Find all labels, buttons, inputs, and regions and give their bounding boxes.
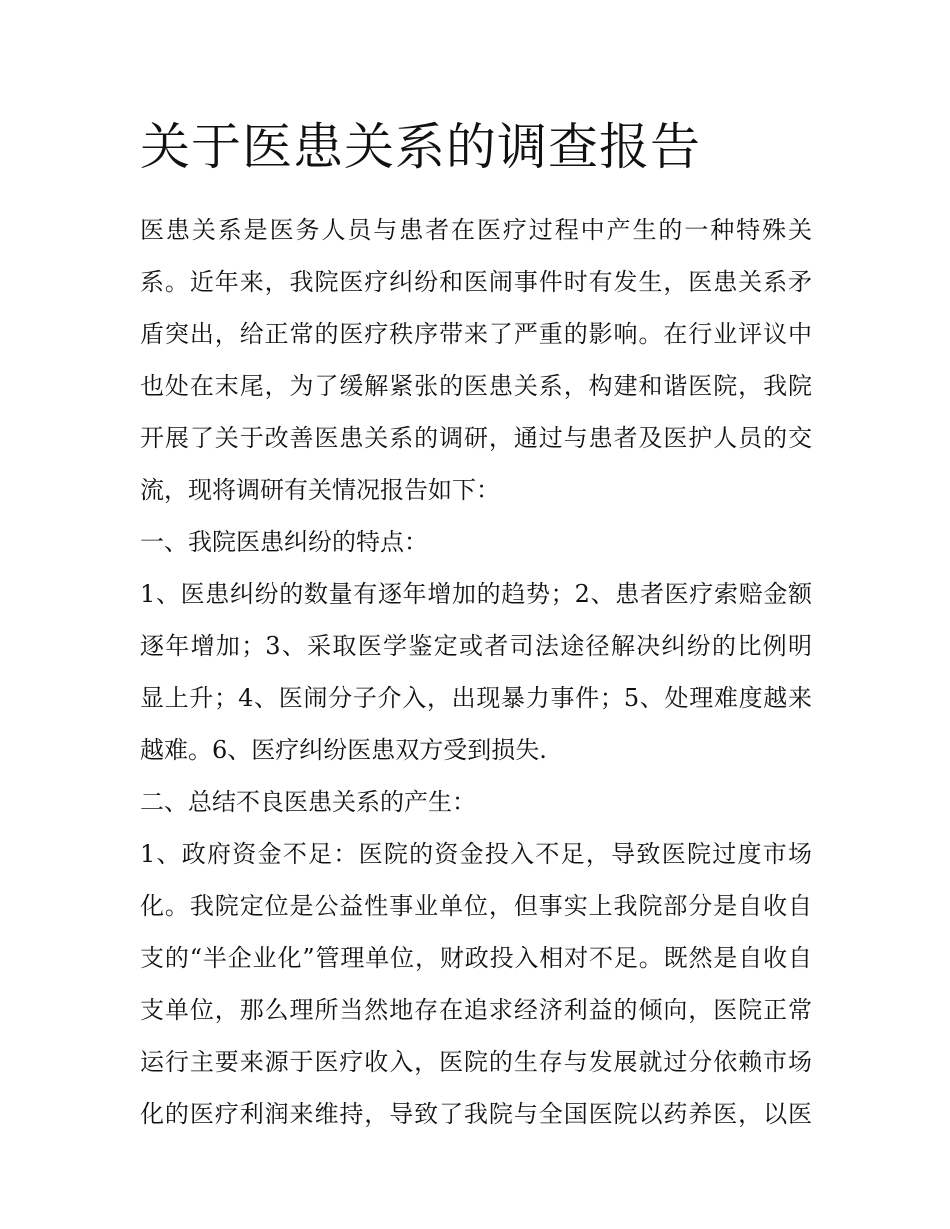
body-text-line: 系。近年来，我院医疗纠纷和医闹事件时有发生，医患关系矛 (140, 268, 812, 296)
body-text-line: 1、政府资金不足：医院的资金投入不足，导致医院过度市场 (140, 840, 812, 868)
body-text-line: 显上升；4、医闹分子介入，出现暴力事件；5、处理难度越来 (140, 684, 812, 712)
body-text-line: 流，现将调研有关情况报告如下： (140, 476, 500, 504)
document-title: 关于医患关系的调查报告 (140, 118, 701, 176)
body-text-line: 也处在末尾，为了缓解紧张的医患关系，构建和谐医院，我院 (140, 372, 812, 400)
document-page (140, 114, 812, 1140)
body-text-line: 开展了关于改善医患关系的调研，通过与患者及医护人员的交 (140, 424, 812, 452)
body-text-line: 一、我院医患纠纷的特点： (140, 528, 428, 556)
body-text-line: 二、总结不良医患关系的产生： (140, 788, 476, 816)
body-text-line: 支单位，那么理所当然地存在追求经济利益的倾向，医院正常 (140, 996, 812, 1024)
body-text-line: 化的医疗利润来维持，导致了我院与全国医院以药养医，以医 (140, 1100, 812, 1128)
body-text-line: 越难。6、医疗纠纷医患双方受到损失. (140, 736, 547, 764)
body-text-line: 盾突出，给正常的医疗秩序带来了严重的影响。在行业评议中 (140, 320, 812, 348)
body-text-line: 医患关系是医务人员与患者在医疗过程中产生的一种特殊关 (140, 216, 812, 244)
body-text-line: 支的“半企业化”管理单位，财政投入相对不足。既然是自收自 (140, 944, 812, 972)
body-text-line: 运行主要来源于医疗收入，医院的生存与发展就过分依赖市场 (140, 1048, 812, 1076)
body-text-line: 1、医患纠纷的数量有逐年增加的趋势；2、患者医疗索赔金额 (140, 580, 812, 608)
body-text-line: 化。我院定位是公益性事业单位，但事实上我院部分是自收自 (140, 892, 812, 920)
document-body (140, 204, 812, 1140)
body-text-line: 逐年增加；3、采取医学鉴定或者司法途径解决纠纷的比例明 (140, 632, 812, 660)
